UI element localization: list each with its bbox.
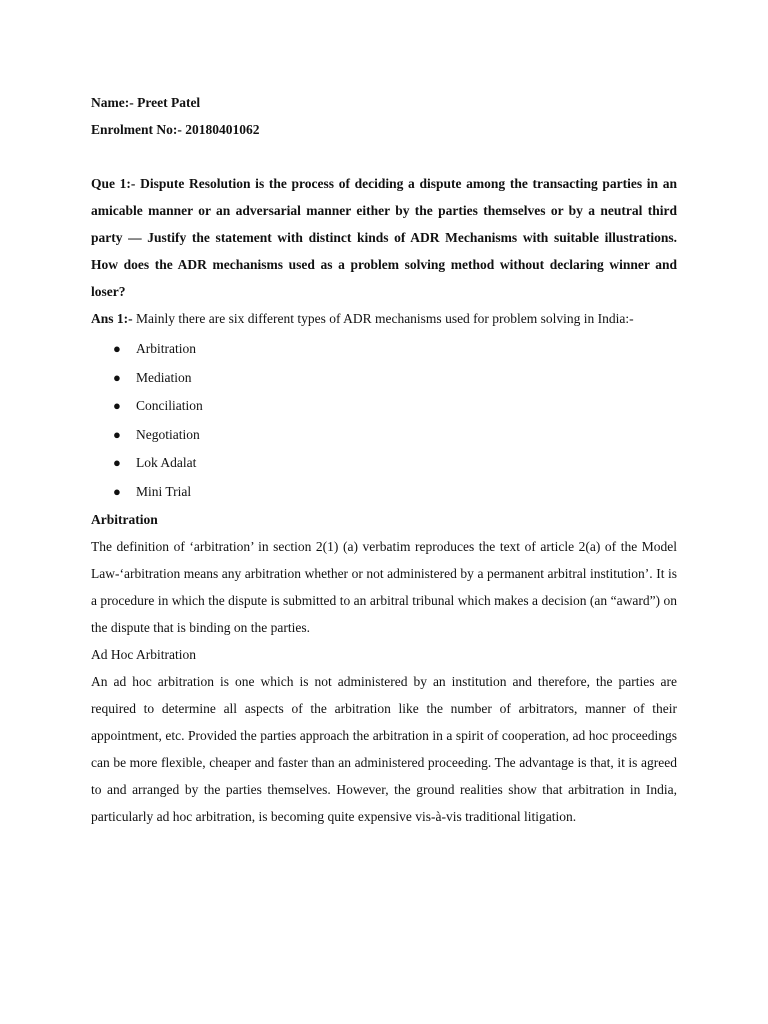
enrolment-number: Enrolment No:- 20180401062 xyxy=(91,122,260,137)
document-body xyxy=(91,92,677,830)
bullet-icon: ● xyxy=(113,426,121,442)
list-item xyxy=(91,478,677,507)
list-item-label: Mediation xyxy=(136,369,192,385)
bullet-icon: ● xyxy=(113,398,121,413)
list-item-label: Mini Trial xyxy=(136,483,192,499)
student-name: Name:- Preet Patel xyxy=(91,95,201,110)
question-1: Que 1:- Dispute Resolution is the process of deciding a dispute among the transacting parties in an amicable manner or an adversarial manner either by the parties themselves or by a neutral third party — Justify the statement with distinct kinds of ADR Mechanisms with suitable illustrations. How does the ADR mechanisms used as a problem solving method without declaring winner and loser? xyxy=(91,176,677,299)
adhoc-arbitration-heading: Ad Hoc Arbitration xyxy=(91,647,196,662)
adr-mechanism-list xyxy=(91,335,677,506)
list-item xyxy=(91,335,677,364)
bullet-icon: ● xyxy=(113,369,121,385)
list-item-label: Arbitration xyxy=(136,341,196,356)
answer-1-intro xyxy=(91,305,677,332)
list-item xyxy=(91,392,677,421)
bullet-icon: ● xyxy=(113,483,121,499)
list-item-label: Lok Adalat xyxy=(136,455,197,470)
list-item xyxy=(91,421,677,450)
adhoc-arbitration-paragraph: An ad hoc arbitration is one which is not administered by an institution and therefore, the parties are required to determine all aspects of the arbitration like the number of arbitrators, manner of their appointment, etc. Provided the parties approach the arbitration in a spirit of cooperation, ad hoc proceedings can be more flexible, cheaper and faster than an administered proceeding. The advantage is that, it is agreed to and arranged by the parties themselves. However, the ground realities show that arbitration in India, particularly ad hoc arbitration, is becoming quite expensive vis-à-vis traditional litigation. xyxy=(91,674,677,824)
answer-label: Ans 1:- xyxy=(91,311,133,326)
arbitration-paragraph: The definition of ‘arbitration’ in section 2(1) (a) verbatim reproduces the text of article 2(a) of the Model Law-‘arbitration means any arbitration whether or not administered by a permanent arbitral institution’. It is a procedure in which the dispute is submitted to an arbitral tribunal which makes a decision (an “award”) on the dispute that is binding on the parties. xyxy=(91,539,677,635)
list-item-label: Conciliation xyxy=(136,398,203,413)
list-item xyxy=(91,364,677,393)
bullet-icon: ● xyxy=(113,341,121,356)
list-item-label: Negotiation xyxy=(136,426,200,442)
answer-text: Mainly there are six different types of ADR mechanisms used for problem solving in India:- xyxy=(132,311,634,326)
bullet-icon: ● xyxy=(113,455,121,470)
list-item xyxy=(91,449,677,478)
arbitration-heading: Arbitration xyxy=(91,512,158,527)
